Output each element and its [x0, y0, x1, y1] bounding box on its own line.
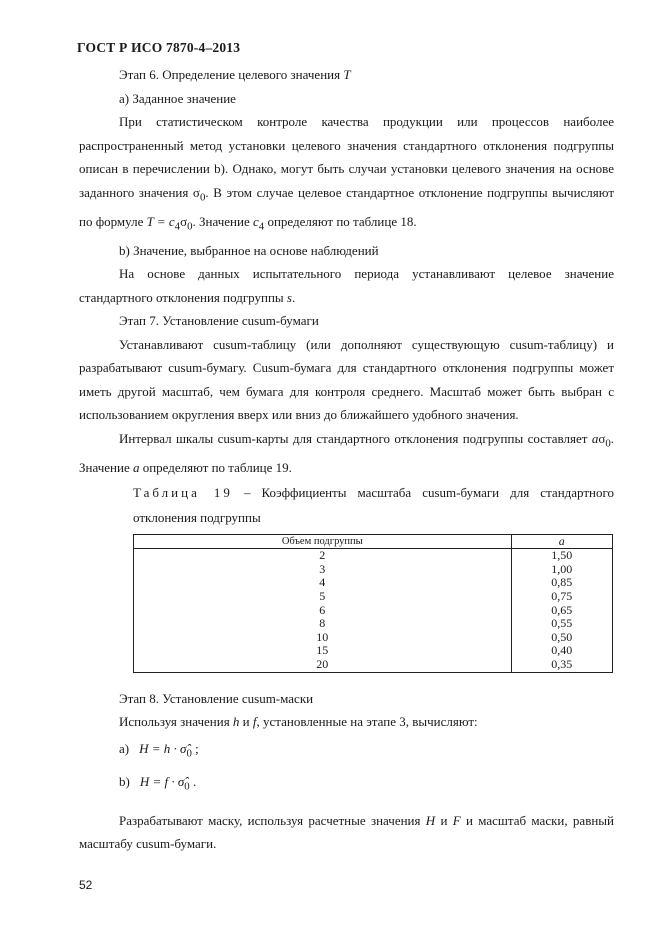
- stage7-heading: Этап 7. Установление cusum-бумаги: [119, 313, 319, 329]
- table-row: 4 0,85: [134, 576, 613, 590]
- item-a-title: а) Заданное значение: [119, 90, 236, 106]
- paragraph-using-values: Используя значения h и f, установленные на этапе 3, вычисляют:: [119, 714, 478, 730]
- page-body: [79, 63, 614, 856]
- paragraph-mask: Разрабатывают маску, используя расчетные значения H и F и масштаб маски, равный масштабу cusum-бумаги.: [79, 812, 614, 852]
- stage8-heading: Этап 8. Установление cusum-маски: [119, 690, 314, 706]
- table-row: 20 0,35: [134, 658, 613, 672]
- col-header-a: a: [511, 535, 612, 549]
- paragraph-cusum-paper: Устанавливают cusum-таблицу (или дополняют существующую cusum-таблицу) и разрабатывают cusum-бумагу. Cusum-бумага для стандартного отклонения подгруппы может иметь другой масштаб, чем бумага для контроля среднего. Масштаб может быть выбран с использованием округления вверх или вниз до ближайшего удобного значения.: [79, 336, 614, 423]
- table-row: 5 0,75: [134, 590, 613, 604]
- formula-b: b) $H = f \cdot \sigmâ_0$ .: [119, 773, 197, 793]
- table-row: 3 1,00: [134, 563, 613, 577]
- paragraph-target-observed: На основе данных испытательного периода устанавливают целевое значение стандартного отклонения подгруппы s.: [79, 266, 614, 305]
- table-row: 2 1,50: [134, 549, 613, 563]
- table-row: 10 0,50: [134, 631, 613, 645]
- col-header-subgroup-size: Объем подгруппы: [134, 535, 512, 549]
- formula-a: а) $H = h \cdot \sigmâ_0$ ;: [119, 740, 199, 760]
- stage6-heading: Этап 6. Определение целевого значения T: [119, 67, 351, 82]
- page-number: 52: [79, 878, 93, 892]
- item-b-title: b) Значение, выбранное на основе наблюдений: [119, 242, 379, 258]
- document-header: ГОСТ Р ИСО 7870-4–2013: [77, 40, 241, 55]
- paragraph-scale-interval: Интервал шкалы cusum-карты для стандартного отклонения подгруппы составляет $a\sigma_0$. Значение a определяют по таблице 19.: [79, 430, 614, 475]
- table-row: 6 0,65: [134, 604, 613, 618]
- table-row: 15 0,40: [134, 644, 613, 658]
- paragraph-target-given: При статистическом контроле качества продукции или процессов наиболее распространенный метод установки целевого значения стандартного отклонения подгруппы описан в перечислении b). Однако, могут быть случаи установки целевого значения на основе заданного значения $\sigma_0$. В этом случае целевое стандартное отклонение подгруппы вычисляют по формуле $T = c_4\sigma_0$. Значение $c_4$ определяют по таблице 18.: [79, 114, 614, 233]
- table19-caption: Таблица 19 – Коэффициенты масштаба cusum-бумаги для стандартного отклонения подгруппы: [133, 485, 615, 526]
- table19: [133, 534, 613, 672]
- table-row: 8 0,55: [134, 617, 613, 631]
- table-header-row: [134, 535, 613, 549]
